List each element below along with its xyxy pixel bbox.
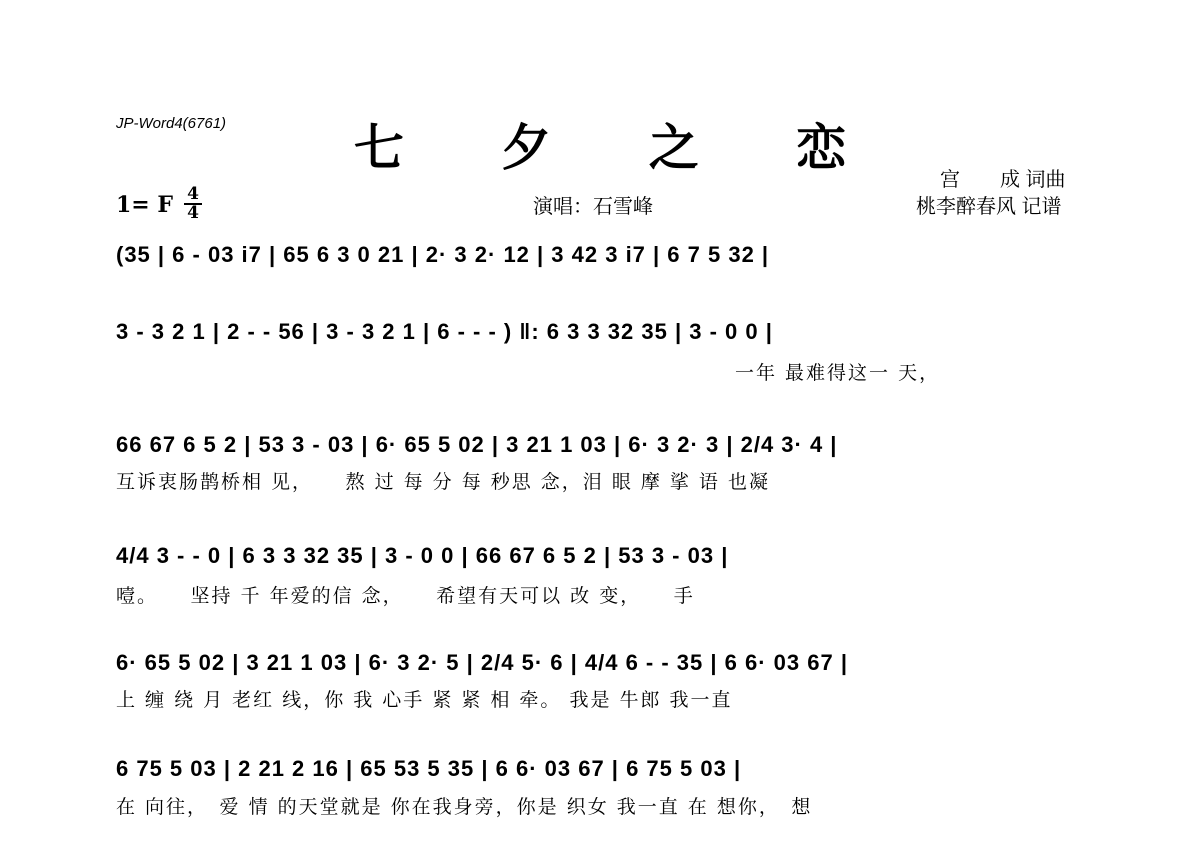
- notation-line-2: 3 - 3 2 1 | 2 - - 56 | 3 - 3 2 1 | 6 - - - ) ‖: 6 3 3 32 35 | 3 - 0 0 |: [116, 319, 773, 344]
- lyrics-line-6: 在 向往， 爱 情 的天堂就是 你在我身旁，你是 织女 我一直 在 想你， 想: [116, 796, 813, 818]
- time-signature-bottom: 4: [187, 203, 199, 223]
- notation-line-1: (35 | 6 - 03 i7 | 65 6 3 0 21 | 2· 3 2· 12 | 3 42 3 i7 | 6 7 5 32 |: [116, 242, 770, 267]
- watermark-text: JP-Word4(6761): [116, 115, 227, 132]
- lyrics-line-3: 互诉衷肠鹊桥相 见， 熬 过 每 分 每 秒思 念，泪 眼 摩 挲 语 也凝: [116, 471, 770, 493]
- key-signature: 1= F: [116, 192, 174, 218]
- song-title: 七 夕 之 恋: [353, 118, 887, 177]
- lyrics-line-5: 上 缠 绕 月 老红 线，你 我 心手 紧 紧 相 牵。 我是 牛郎 我一直: [116, 689, 733, 711]
- transcriber-credit: 桃李醉春风 记谱: [916, 196, 1062, 218]
- notation-line-5: 6· 65 5 02 | 3 21 1 03 | 6· 3 2· 5 | 2/4 5· 6 | 4/4 6 - - 35 | 6 6· 03 67 |: [116, 650, 848, 675]
- composer-credit: 宫 成 词曲: [940, 169, 1066, 191]
- time-signature-top: 4: [184, 186, 202, 205]
- notation-line-6: 6 75 5 03 | 2 21 2 16 | 65 53 5 35 | 6 6· 03 67 | 6 75 5 03 |: [116, 756, 742, 781]
- notation-line-4: 4/4 3 - - 0 | 6 3 3 32 35 | 3 - 0 0 | 66 67 6 5 2 | 53 3 - 03 |: [116, 543, 729, 568]
- time-signature: [184, 186, 202, 222]
- lyrics-line-2: 一年 最难得这一 天，: [735, 362, 941, 384]
- singer-credit: 演唱：石雪峰: [533, 196, 653, 218]
- notation-line-3: 66 67 6 5 2 | 53 3 - 03 | 6· 65 5 02 | 3 21 1 03 | 6· 3 2· 3 | 2/4 3· 4 |: [116, 432, 838, 457]
- lyrics-line-4: 噎。 坚持 千 年爱的信 念， 希望有天可以 改 变， 手: [116, 585, 695, 607]
